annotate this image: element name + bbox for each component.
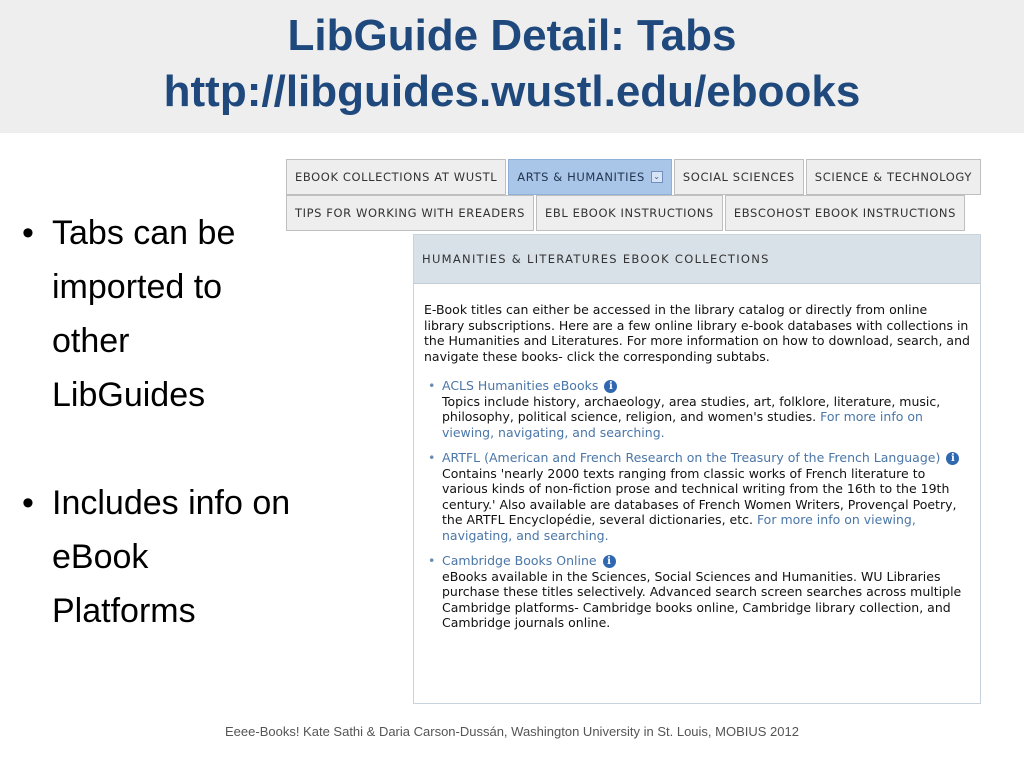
tab-ebl-instructions[interactable]: EBL EBOOK INSTRUCTIONS	[536, 195, 723, 231]
panel-body	[414, 284, 980, 631]
tab-label: ARTS & HUMANITIES	[517, 170, 645, 184]
database-link-artfl[interactable]: ARTFL (American and French Research on the Treasury of the French Language)	[442, 450, 941, 465]
database-link-cambridge[interactable]: Cambridge Books Online	[442, 553, 597, 568]
bullet-list	[22, 206, 292, 638]
info-icon[interactable]: i	[946, 452, 959, 465]
database-link-acls[interactable]: ACLS Humanities eBooks	[442, 378, 599, 393]
database-item	[424, 450, 970, 543]
title-line-1: LibGuide Detail: Tabs	[287, 11, 737, 60]
info-icon[interactable]: i	[603, 555, 616, 568]
database-description: Topics include history, archaeology, area studies, art, folklore, literature, music, philosophy, political science, religion, and women's studies.	[442, 393, 941, 424]
info-icon[interactable]: i	[604, 380, 617, 393]
slide-footer: Eeee-Books! Kate Sathi & Daria Carson-Dussán, Washington University in St. Louis, MOBIUS 2012	[225, 724, 799, 739]
tab-ebscohost-instructions[interactable]: EBSCOHOST EBOOK INSTRUCTIONS	[725, 195, 965, 231]
dropdown-icon[interactable]: ⌄	[651, 171, 663, 183]
bullet-dot-icon: •	[22, 484, 34, 522]
database-item	[424, 553, 970, 631]
more-info-link[interactable]: For more info on viewing, navigating, and searching.	[442, 512, 916, 543]
bullet-icon: •	[428, 553, 436, 568]
intro-text: E-Book titles can either be accessed in the library catalog or directly from online library subscriptions. Here are a few online library e-book databases with collections in the Humanities and Literatures. For more information on how to download, search, and navigate these books- click the corresponding subtabs.	[424, 302, 970, 364]
tab-science-technology[interactable]: SCIENCE & TECHNOLOGY	[806, 159, 981, 195]
tab-social-sciences[interactable]: SOCIAL SCIENCES	[674, 159, 804, 195]
tab-tips-ereaders[interactable]: TIPS FOR WORKING WITH EREADERS	[286, 195, 534, 231]
database-item	[424, 378, 970, 440]
title-line-2: http://libguides.wustl.edu/ebooks	[163, 67, 861, 116]
bullet-text: Includes info on eBook Platforms	[52, 484, 291, 630]
bullet-dot-icon: •	[22, 214, 34, 252]
tab-row-2	[286, 195, 967, 231]
panel-heading: HUMANITIES & LITERATURES EBOOK COLLECTIONS	[414, 235, 980, 284]
tab-row-1	[286, 159, 983, 195]
database-description: eBooks available in the Sciences, Social Sciences and Humanities. WU Libraries purchase these titles selectively. Advanced search screen searches across multiple Cambridge platforms- Cambridge books online, Cambridge library collection, and Cambridge journals online.	[442, 568, 962, 630]
bullet-icon: •	[428, 450, 436, 465]
bullet-icon: •	[428, 378, 436, 393]
slide-title	[0, 8, 1024, 120]
database-description: Contains 'nearly 2000 texts ranging from classic works of French literature to various kinds of non-fiction prose and technical writing from the 16th to the 19th century.' Also available are databases of French Women Writers, Provençal Poetry, the ARTFL Encyclopédie, several dictionaries, etc.	[442, 465, 957, 527]
tab-ebook-collections[interactable]: EBOOK COLLECTIONS AT WUSTL	[286, 159, 506, 195]
bullet-item	[22, 206, 292, 422]
tab-arts-humanities[interactable]	[508, 159, 672, 195]
bullet-item	[22, 476, 292, 638]
content-panel	[413, 234, 981, 704]
bullet-text: Tabs can be imported to other LibGuides	[52, 214, 236, 414]
more-info-link[interactable]: For more info on viewing, navigating, and searching.	[442, 409, 923, 440]
